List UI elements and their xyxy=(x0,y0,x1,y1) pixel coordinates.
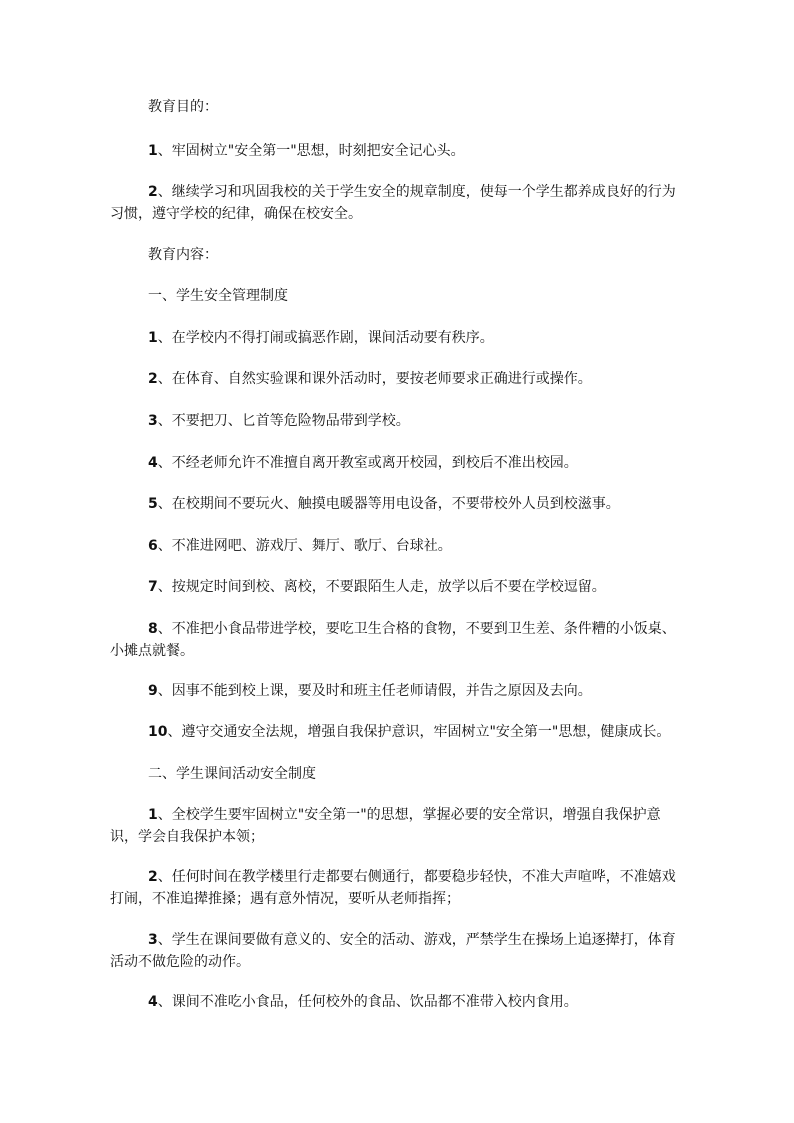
item-number: 2 xyxy=(148,371,158,387)
purpose-item xyxy=(110,181,686,225)
item-text: 、不准把小食品带进学校，要吃卫生合格的食物，不要到卫生差、条件糟的小饭桌、小摊点就餐。 xyxy=(110,621,676,659)
item-text: 、遵守交通安全法规，增强自我保护意识，牢固树立"安全第一"思想，健康成长。 xyxy=(167,724,671,740)
item-number: 4 xyxy=(148,994,158,1010)
item-number: 5 xyxy=(148,496,158,512)
item-text: 、课间不准吃小食品，任何校外的食品、饮品都不准带入校内食用。 xyxy=(157,994,578,1010)
item-number: 2 xyxy=(148,184,158,200)
item-number: 2 xyxy=(148,869,158,885)
item-number: 8 xyxy=(148,621,158,637)
item-text: 、在体育、自然实验课和课外活动时，要按老师要求正确进行或操作。 xyxy=(157,371,592,387)
section-title xyxy=(110,285,686,307)
section-title-text: 一、学生安全管理制度 xyxy=(148,288,288,304)
item-number: 1 xyxy=(148,807,158,823)
purpose-heading-text: 教育目的： xyxy=(148,99,218,115)
item-number: 9 xyxy=(148,683,158,699)
item-text: 、不要把刀、匕首等危险物品带到学校。 xyxy=(157,413,410,429)
item-text: 、牢固树立"安全第一"思想，时刻把安全记心头。 xyxy=(157,143,465,159)
list-item xyxy=(110,327,686,349)
item-text: 、在校期间不要玩火、触摸电暖器等用电设备，不要带校外人员到校滋事。 xyxy=(157,496,620,512)
item-text: 、不经老师允许不准擅自离开教室或离开校园，到校后不准出校园。 xyxy=(157,455,578,471)
list-item xyxy=(110,929,686,973)
item-text: 、在学校内不得打闹或搞恶作剧，课间活动要有秩序。 xyxy=(157,330,494,346)
item-text: 、因事不能到校上课，要及时和班主任老师请假，并告之原因及去向。 xyxy=(157,683,592,699)
item-number: 1 xyxy=(148,330,158,346)
list-item xyxy=(110,493,686,515)
content-heading-text: 教育内容： xyxy=(148,247,218,263)
item-text: 、学生在课间要做有意义的、安全的活动、游戏，严禁学生在操场上追逐撵打，体育活动不做危险的动作。 xyxy=(110,932,676,970)
item-number: 10 xyxy=(148,724,168,740)
item-number: 6 xyxy=(148,538,158,554)
item-text: 、全校学生要牢固树立"安全第一"的思想，掌握必要的安全常识，增强自我保护意识，学会自我保护本领； xyxy=(110,807,661,845)
list-item xyxy=(110,576,686,598)
list-item xyxy=(110,452,686,474)
content-heading xyxy=(110,244,686,266)
list-item xyxy=(110,618,686,662)
list-item xyxy=(110,721,686,743)
item-number: 4 xyxy=(148,455,158,471)
item-number: 3 xyxy=(148,932,158,948)
section-title xyxy=(110,763,686,785)
item-number: 3 xyxy=(148,413,158,429)
list-item xyxy=(110,991,686,1013)
item-text: 、任何时间在教学楼里行走都要右侧通行，都要稳步轻快，不准大声喧哗，不准嬉戏打闹，不准追撵推搡；遇有意外情况，要听从老师指挥； xyxy=(110,869,676,907)
section-title-text: 二、学生课间活动安全制度 xyxy=(148,766,316,782)
purpose-item xyxy=(110,140,686,162)
list-item xyxy=(110,680,686,702)
list-item xyxy=(110,535,686,557)
list-item xyxy=(110,410,686,432)
purpose-heading xyxy=(110,96,686,118)
list-item xyxy=(110,866,686,910)
item-number: 7 xyxy=(148,579,158,595)
list-item xyxy=(110,804,686,848)
item-text: 、继续学习和巩固我校的关于学生安全的规章制度，使每一个学生都养成良好的行为习惯，遵守学校的纪律，确保在校安全。 xyxy=(110,184,676,222)
item-number: 1 xyxy=(148,143,158,159)
list-item xyxy=(110,368,686,390)
item-text: 、按规定时间到校、离校，不要跟陌生人走，放学以后不要在学校逗留。 xyxy=(157,579,606,595)
item-text: 、不准进网吧、游戏厅、舞厅、歌厅、台球社。 xyxy=(157,538,452,554)
